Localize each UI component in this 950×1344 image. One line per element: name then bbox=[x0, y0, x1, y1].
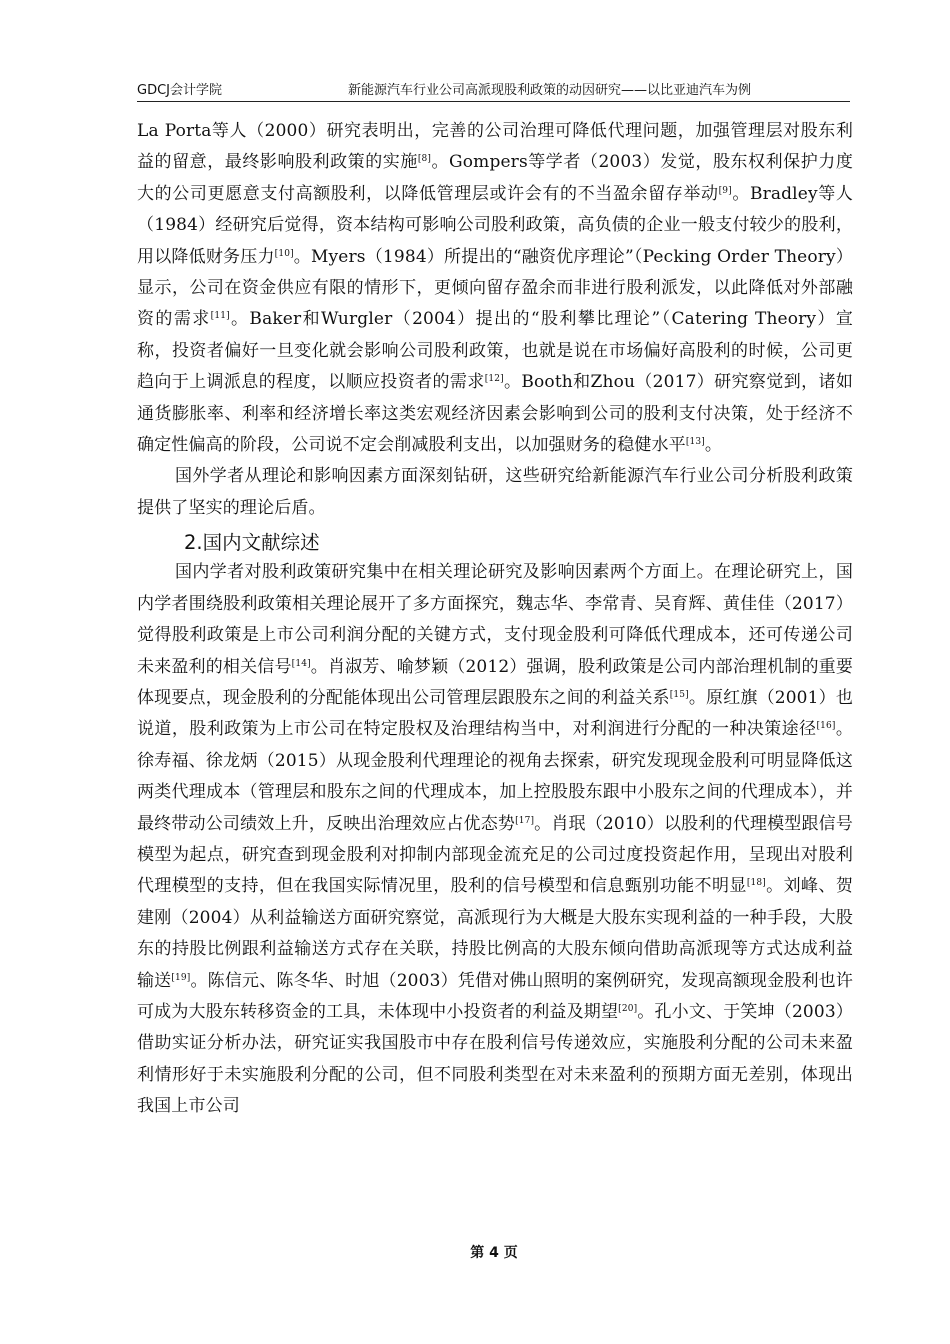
citation: [12] bbox=[484, 374, 504, 385]
body-text bbox=[137, 116, 853, 1123]
citation: [18] bbox=[746, 878, 766, 889]
header-paper-title: 新能源汽车行业公司高派现股利政策的动因研究——以比亚迪汽车为例 bbox=[348, 83, 752, 98]
paragraph-foreign-literature: La Porta等人（2000）研究表明出，完善的公司治理可降低代理问题，加强管理层对股东利益的留意，最终影响股利政策的实施[8]。Gompers等学者（2003）发觉，股东权利保护力度大的公司更愿意支付高额股利，以降低管理层或许会有的不当盈余留存举动[9]。Bradley等人（1984）经研究后觉得，资本结构可影响公司股利政策，高负债的企业一般支付较少的股利，用以降低财务压力[10]。Myers（1984）所提出的“融资优序理论”（Pecking Order Theory）显示，公司在资金供应有限的情形下，更倾向留存盈余而非进行股利派发，以此降低对外部融资的需求[11]。Baker和Wurgler（2004）提出的“股利攀比理论”（Catering Theory）宣称，投资者偏好一旦变化就会影响公司股利政策，也就是说在市场偏好高股利的时候，公司更趋向于上调派息的程度，以顺应投资者的需求[12]。Booth和Zhou（2017）研究察觉到，诸如通货膨胀率、利率和经济增长率这类宏观经济因素会影响到公司的股利支付决策，处于经济不确定性偏高的阶段，公司说不定会削减股利支出，以加强财务的稳健水平[13]。 bbox=[137, 121, 854, 456]
header-institution: GDCJ会计学院 bbox=[137, 83, 222, 98]
citation: [17] bbox=[515, 815, 535, 826]
page-header bbox=[137, 79, 850, 102]
citation: [16] bbox=[816, 721, 836, 732]
citation: [9] bbox=[718, 185, 732, 196]
citation: [8] bbox=[417, 154, 432, 165]
citation: [20] bbox=[618, 1003, 638, 1014]
citation: [14] bbox=[291, 658, 311, 669]
citation: [10] bbox=[274, 248, 294, 259]
paragraph-domestic-literature: 国内学者对股利政策研究集中在相关理论研究及影响因素两个方面上。在理论研究上，国内学者围绕股利政策相关理论展开了多方面探究，魏志华、李常青、吴育辉、黄佳佳（2017）觉得股利政策是上市公司利润分配的关键方式，支付现金股利可降低代理成本，还可传递公司未来盈利的相关信号[14]。肖淑芳、喻梦颖（2012）强调，股利政策是公司内部治理机制的重要体现要点，现金股利的分配能体现出公司管理层跟股东之间的利益关系[15]。原红旗（2001）也说道，股利政策为上市公司在特定股权及治理结构当中，对利润进行分配的一种决策途径[16]。徐寿福、徐龙炳（2015）从现金股利代理理论的视角去探索，研究发现现金股利可明显降低这两类代理成本（管理层和股东之间的代理成本，加上控股股东跟中小股东之间的代理成本），并最终带动公司绩效上升，反映出治理效应占优态势[17]。肖珉（2010）以股利的代理模型跟信号模型为起点，研究查到现金股利对抑制内部现金流充足的公司过度投资起作用，呈现出对股利代理模型的支持，但在我国实际情况里，股利的信号模型和信息甄别功能不明显[18]。刘峰、贺建刚（2004）从利益输送方面研究察觉，高派现行为大概是大股东实现利益的一种手段，大股东的持股比例跟利益输送方式存在关联，持股比例高的大股东倾向借助高派现等方式达成利益输送[19]。陈信元、陈冬华、时旭（2003）凭借对佛山照明的案例研究，发现高额现金股利也许可成为大股东转移资金的工具，未体现中小投资者的利益及期望[20]。孔小文、于笑坤（2003）借助实证分析办法，研究证实我国股市中存在股利信号传递效应，实施股利分配的公司未来盈利情形好于未实施股利分配的公司，但不同股利类型在对未来盈利的预期方面无差别，体现出我国上市公司 bbox=[137, 562, 854, 1117]
citation: [15] bbox=[669, 689, 689, 700]
page-number: 第 4 页 bbox=[470, 1245, 518, 1261]
citation: [19] bbox=[171, 972, 191, 983]
citation: [11] bbox=[210, 311, 230, 322]
citation: [13] bbox=[685, 437, 705, 448]
section-heading: 2.国内文献综述 bbox=[184, 531, 320, 555]
paragraph-foreign-summary: 国外学者从理论和影响因素方面深刻钻研，这些研究给新能源汽车行业公司分析股利政策提供了坚实的理论后盾。 bbox=[137, 466, 853, 518]
